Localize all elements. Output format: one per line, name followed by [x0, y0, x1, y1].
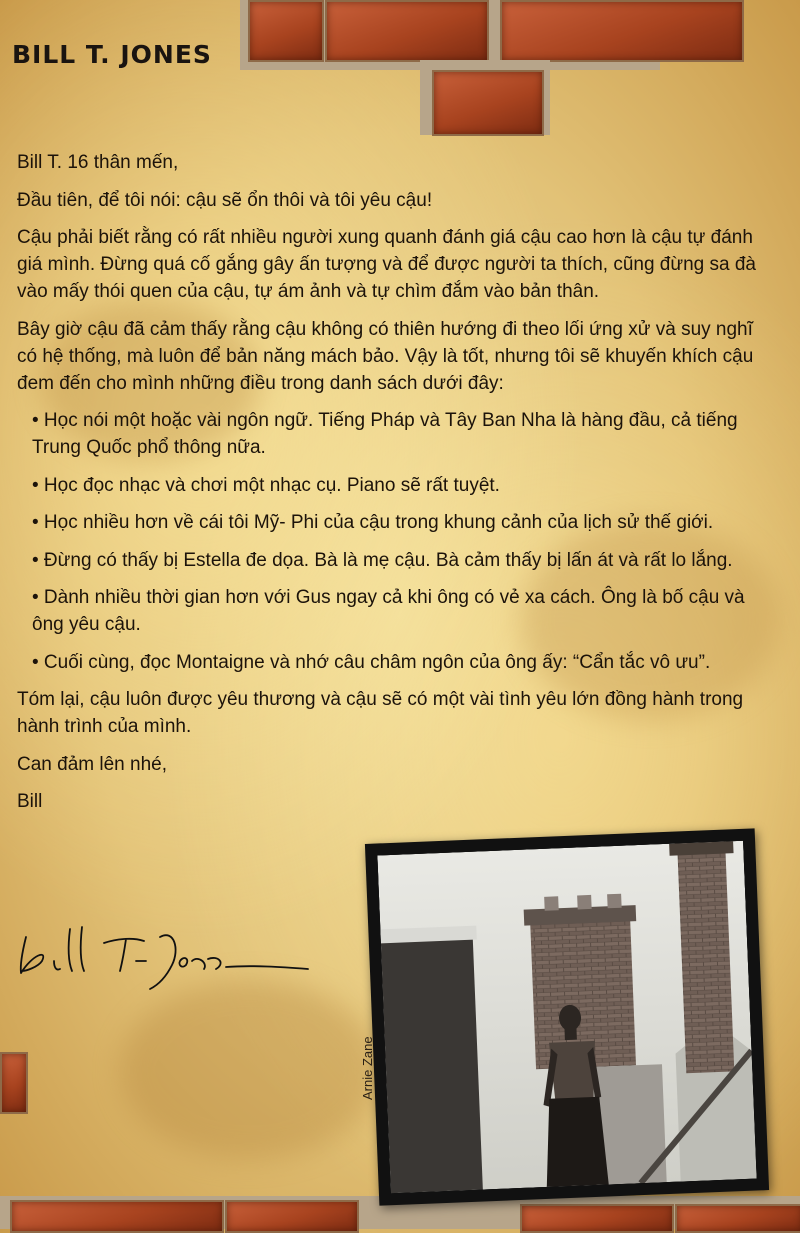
paragraph-list-intro: Bây giờ cậu đã cảm thấy rằng cậu không có thiên hướng đi theo lối ứng xử và suy nghĩ có hệ thống, mà luôn để bản năng mách bảo. Vậy là tốt, nhưng tôi sẽ khuyến khích cậu đem đến cho mình những điều trong danh sách dưới đây:	[17, 318, 754, 394]
brick	[225, 1200, 359, 1233]
bullet-item: • Học đọc nhạc và chơi một nhạc cụ. Piano sẽ rất tuyệt.	[32, 474, 500, 496]
paper-stain	[120, 980, 380, 1160]
rooftop-photo	[377, 841, 756, 1193]
letter-body	[17, 149, 762, 826]
brick	[432, 70, 544, 136]
brick	[500, 0, 744, 62]
paragraph-closing: Tóm lại, cậu luôn được yêu thương và cậu sẽ có một vài tình yêu lớn đồng hành trong hành trình của mình.	[17, 689, 744, 737]
bullet-item: • Dành nhiều thời gian hơn với Gus ngay cả khi ông có vẻ xa cách. Ông là bố cậu và ông yêu cậu.	[32, 587, 745, 635]
paragraph-intro: Đầu tiên, để tôi nói: cậu sẽ ổn thôi và tôi yêu cậu!	[17, 189, 433, 211]
brick	[10, 1200, 224, 1233]
brick	[325, 0, 489, 62]
bullet-item: • Học nhiều hơn về cái tôi Mỹ- Phi của cậu trong khung cảnh của lịch sử thế giới.	[32, 512, 714, 533]
brick	[248, 0, 324, 62]
handwritten-signature	[12, 915, 312, 995]
bullet-item: • Học nói một hoặc vài ngôn ngữ. Tiếng Pháp và Tây Ban Nha là hàng đầu, cả tiếng Trung Quốc phổ thông nữa.	[32, 410, 738, 458]
brick	[0, 1052, 28, 1114]
author-name: BILL T. JONES	[12, 40, 212, 69]
sender-name: Bill	[17, 791, 43, 812]
greeting: Bill T. 16 thân mến,	[17, 152, 179, 173]
framed-photo	[365, 828, 769, 1205]
paragraph-advice: Cậu phải biết rằng có rất nhiều người xung quanh đánh giá cậu cao hơn là cậu tự đánh giá mình. Đừng quá cố gắng gây ấn tượng và để được người ta thích, cũng đừng sa đà vào mấy thói quen của cậu, tự ám ảnh và tự chìm đắm vào bản thân.	[17, 227, 756, 302]
photo-credit: Arnie Zane	[360, 1036, 375, 1100]
bullet-item: • Cuối cùng, đọc Montaigne và nhớ câu châm ngôn của ông ấy: “Cẩn tắc vô ưu”.	[32, 651, 711, 673]
bullet-item: • Đừng có thấy bị Estella đe dọa. Bà là mẹ cậu. Bà cảm thấy bị lấn át và rất lo lắng.	[32, 549, 733, 571]
sign-off: Can đảm lên nhé,	[17, 753, 167, 775]
